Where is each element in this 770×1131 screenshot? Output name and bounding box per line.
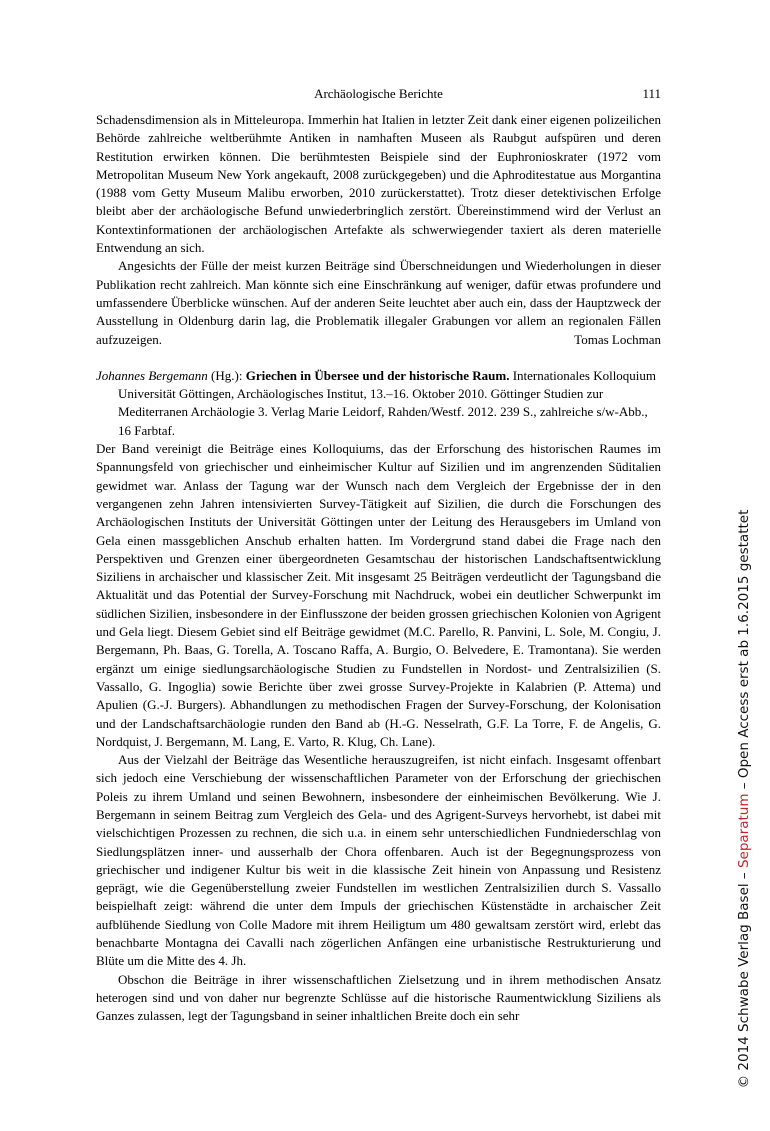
- review2-paragraph-3: Obschon die Beiträge in ihrer wissenschaftlichen Zielsetzung und in ihrem methodischen Ansatz heterogen sind und von daher nur begrenzte Schlüsse auf die historische Raumentwicklung Siziliens als Ganzes zulassen, legt der Tagungsband in seiner inhaltlichen Breite doch ein sehr: [96, 971, 661, 1024]
- citation-editor-note: (Hg.):: [207, 367, 246, 383]
- copyright-suffix: – Open Access erst ab 1.6.2015 gestattet: [736, 509, 752, 794]
- copyright-prefix: © 2014 Schwabe Verlag Basel –: [736, 868, 752, 1089]
- page-number: 111: [642, 86, 661, 101]
- copyright-notice: [736, 510, 752, 1089]
- citation-title: Griechen in Übersee und der historische Raum.: [245, 367, 510, 383]
- separatum-label: Separatum: [736, 793, 752, 869]
- copyright-sidebar: [732, 484, 756, 1114]
- review1-paragraph-2: Angesichts der Fülle der meist kurzen Beiträge sind Überschneidungen und Wiederholungen in dieser Publikation recht zahlreich. Man könnte sich eine Einschränkung auf weniger, dafür etwas profundere und umfassendere Überblicke wünschen. Auf der anderen Seite leuchtet aber auch ein, dass der Hauptzweck der Ausstellung in Oldenburg darin lag, die Problematik illegaler Grabungen vor allem an regionalen Fällen aufzuzeigen.: [96, 258, 661, 347]
- review1-paragraph-1: Schadensdimension als in Mitteleuropa. Immerhin hat Italien in letzter Zeit dank einer eigenen polizeilichen Behörde zahlreiche weltberühmte Antiken in namhaften Museen als Raubgut aufspüren und deren Restitution erwirken können. Die berühmtesten Beispiele sind der Euphronioskrater (1972 vom Metropolitan Museum New York angekauft, 2008 zurückgegeben) und die Aphroditestatue aus Morgantina (1988 vom Getty Museum Malibu erworben, 2010 zurückerstattet). Trotz dieser detektivischen Erfolge bleibt aber der archäologische Befund unwiederbringlich zerstört. Übereinstimmend wird der Verlust an Kontextinformationen der archäologischen Artefakte als schwerwiegender taxiert als deren materielle Entwendung an sich.: [96, 112, 661, 256]
- running-title: Archäologische Berichte: [314, 86, 443, 101]
- running-header: [96, 86, 661, 106]
- review2-paragraph-2: Aus der Vielzahl der Beiträge das Wesentliche herauszugreifen, ist nicht einfach. Insgesamt offenbart sich jedoch eine Verschiebung der wissenschaftlichen Parameter von der Erforschung der griechischen Poleis zu ihrem Umland und seinen Bewohnern, insbesondere der einheimischen Bevölkerung. Wie J. Bergemann in seinem Beitrag zum Vergleich des Gela- und des Agrigent-Surveys hervorhebt, ist dabei mit vielschichtigen Prozessen zu rechnen, die sich u.a. in einem sehr unterschiedlichen Fundniederschlag von Siedlungsplätzen inner- und ausserhalb der Chora offenbaren. Auch ist der Begegnungsprozess von griechischer und indigener Kultur bis weit in die klassische Zeit hinein von Anpassung und Resistenz geprägt, wie die Gegenüberstellung zweier Fundstellen im westlichen Zentralsizilien durch S. Vassallo beispielhaft zeigt: während die unter dem Impuls der griechischen Küstenstädte in archaischer Zeit aufblühende Siedlung von Colle Madore mit ihrem Heiligtum um 480 gewaltsam zerstört wird, erlebt das benachbarte Montagna dei Cavalli nach zögerlichen Anfängen eine urbanistische Restrukturierung und Blüte um die Mitte des 4. Jh.: [96, 752, 661, 969]
- review2-paragraph-1: Der Band vereinigt die Beiträge eines Kolloquiums, das der Erforschung des historischen Raumes im Spannungsfeld von griechischer und einheimischer Kultur auf Sizilien und im angrenzenden Süditalien gewidmet war. Anlass der Tagung war der Wunsch nach dem Vergleich der Ergebnisse der in den vergangenen zehn Jahren intensivierten Survey-Tätigkeit auf Sizilien, die durch die Forschungen des Archäologischen Instituts der Universität Göttingen unter der Leitung des Herausgebers im Umland von Gela einen massgeblichen Anschub erhalten hatten. Im Vordergrund stand dabei die Frage nach den Perspektiven und Grenzen einer übergeordneten Gesamtschau der historischen Landschaftsentwicklung Siziliens in archaischer und klassischer Zeit. Mit insgesamt 25 Beiträgen verdeutlicht der Tagungsband die Aktualität und das Potential der Survey-Forschung mit Nachdruck, wobei ein deutlicher Schwerpunkt im südlichen Sizilien, insbesondere in der Einflusszone der beiden grossen griechischen Kolonien von Agrigent und Gela liegt. Diesem Gebiet sind elf Beiträge gewidmet (M.C. Parello, R. Panvini, L. Sole, M. Congiu, J. Bergemann, Ph. Baas, G. Torella, A. Toscano Raffa, A. Burgio, O. Belvedere, E. Tramontana). Sie werden ergänzt um einige siedlungsarchäologische Studien zu Fundstellen in Nordost- und Zentralsizilien (S. Vassallo, G. Ingoglia) sowie Berichte über zwei grosse Survey-Projekte in Kalabrien (P. Attema) und Apulien (G.-J. Burgers). Abhandlungen zu methodischen Fragen der Survey-Forschung, der Kolonisation und der Landschaftsarchäologie runden den Band ab (H.-G. Nesselrath, G.F. La Torre, F. de Angelis, G. Nordquist, J. Bergemann, M. Lang, E. Varto, R. Klug, Ch. Lane).: [96, 441, 661, 749]
- body-text: [96, 111, 661, 1026]
- book-citation: [96, 367, 661, 440]
- citation-author: Johannes Bergemann: [96, 367, 208, 383]
- reviewer-signature: Tomas Lochman: [574, 331, 661, 347]
- citation-details: Internationales Kolloquium Universität Göttingen, Archäologisches Institut, 13.–16. Oktober 2010. Göttinger Studien zur Mediterranen Archäologie 3. Verlag Marie Leidorf, Rahden/Westf. 2012. 239 S., zahlreiche s/w-Abb., 16 Farbtaf.: [118, 367, 657, 438]
